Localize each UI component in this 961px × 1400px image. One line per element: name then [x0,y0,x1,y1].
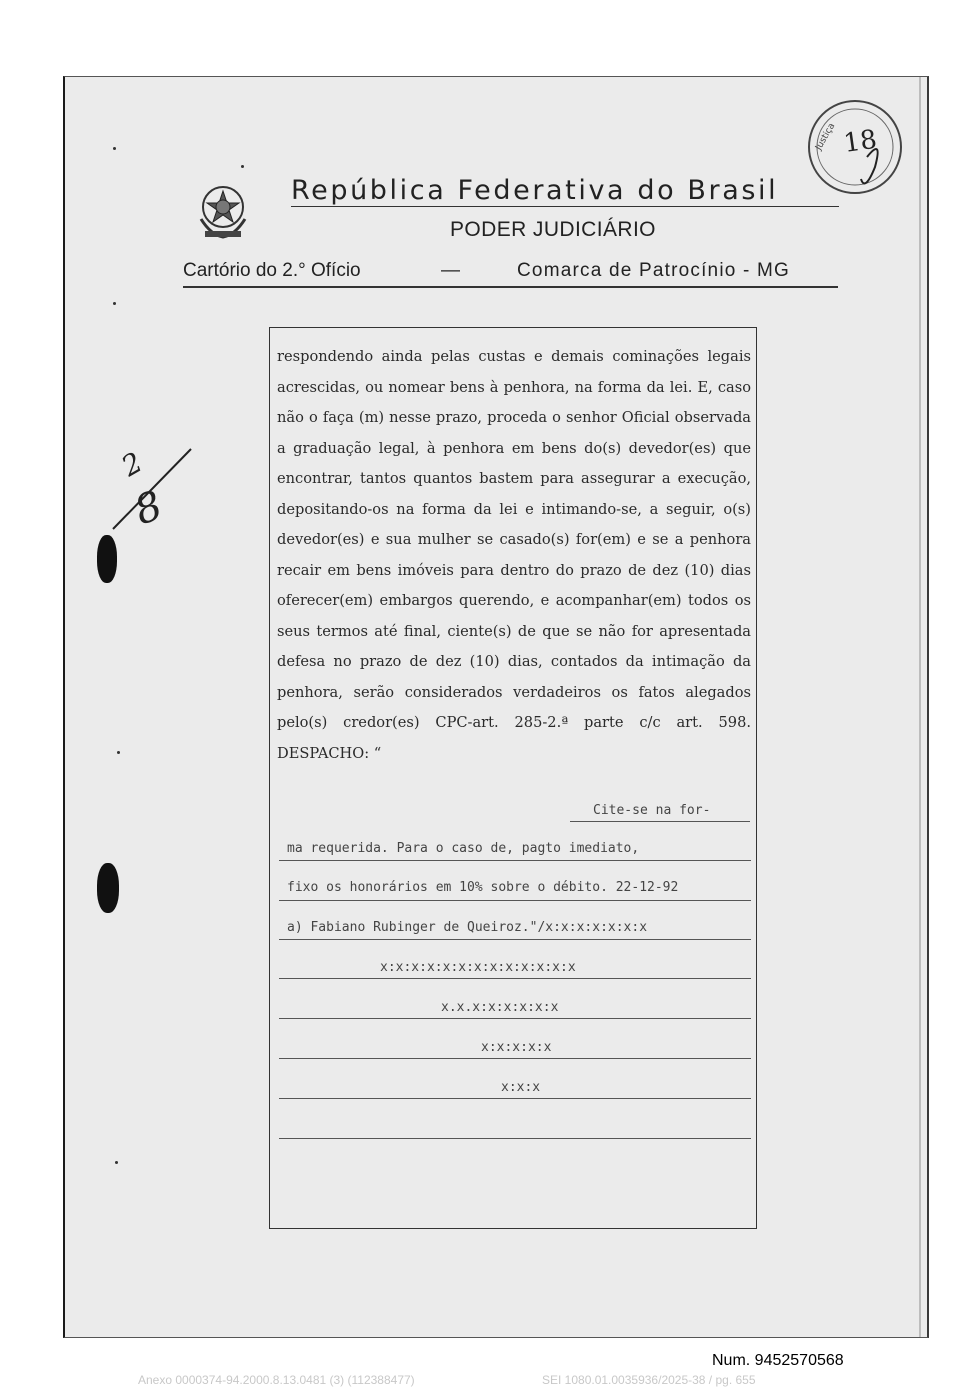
svg-text:2: 2 [116,445,148,484]
header-subtitle: PODER JUDICIÁRIO [450,218,656,241]
typed-line-7: x:x:x:x:x [481,1040,552,1055]
typed-rule-5 [279,978,751,979]
typed-rule-8 [279,1098,751,1099]
stamp-label: Justiça [813,121,838,153]
header-underline [183,286,838,288]
header-dash: — [441,260,460,281]
scanned-page [63,76,929,1338]
document-number: Num. 9452570568 [712,1352,844,1369]
typed-rule-3 [279,900,751,901]
stamp-page-number: 18 [841,124,879,159]
typed-line-5: x:x:x:x:x:x:x:x:x:x:x:x:x [380,960,576,975]
speck [113,147,116,150]
typed-line-1: Cite-se na for- [593,803,711,818]
page-edge [919,77,921,1337]
justice-stamp-icon [805,97,905,197]
comarca-name: Comarca de Patrocínio - MG [517,260,791,281]
typed-line-2: ma requerida. Para o caso de, pagto imediato, [287,841,640,856]
typed-rule-9 [279,1138,751,1139]
speck [113,302,116,305]
typed-rule-4 [279,939,751,940]
title-underline [291,206,839,207]
binding-mark-top [97,535,117,583]
typed-line-8: x:x:x [501,1080,541,1095]
binding-mark-bottom [97,863,119,913]
typed-rule-6 [279,1018,751,1019]
footer-annex: Anexo 0000374-94.2000.8.13.0481 (3) (112388477) [138,1373,415,1387]
typed-line-4: a) Fabiano Rubinger de Queiroz."/x:x:x:x:x:x:x [287,920,648,935]
svg-text:8: 8 [128,482,169,535]
typed-rule-7 [279,1058,751,1059]
coat-of-arms-icon [191,179,255,243]
typed-rule-1 [570,821,750,822]
typed-line-3: fixo os honorários em 10% sobre o débito. 22-12-92 [287,880,679,895]
footer-sei: SEI 1080.01.0035936/2025-38 / pg. 655 [542,1373,756,1387]
typed-line-6: x.x.x:x:x:x:x:x [441,1000,559,1015]
handwritten-mark-icon [107,443,197,543]
speck [241,165,244,168]
speck [117,751,120,754]
body-paragraph: respondendo ainda pelas custas e demais cominações legais acrescidas, ou nomear bens à penhora, na forma da lei. E, caso não o faça (m) nesse prazo, proceda o senhor Oficial observada a graduação legal, à penhora em bens do(s) devedor(es) que encontrar, tantos quantos bastem para assegurar a execução, depositando-os na forma da lei e intimando-se, a seguir, o(s) devedor(es) e sua mulher se casado(s) for(em) e se a penhora recair em bens imóveis para dentro do prazo de dez (10) dias oferecer(em) embargos querendo, e acompanhar(em) todos os seus termos até final, ciente(s) de que se não for apresentada defesa no prazo de dez (10) dias, contados da intimação da penhora, serão considerados verdadeiros os fatos alegados pelo(s) credor(es) CPC-art. 285-2.ª parte c/c art. 598. DESPACHO: “ [277,348,751,762]
header-title: República Federativa do Brasil [291,175,779,206]
speck [115,1161,118,1164]
office-name: Cartório do 2.° Ofício [183,260,361,281]
typed-rule-2 [279,860,751,861]
